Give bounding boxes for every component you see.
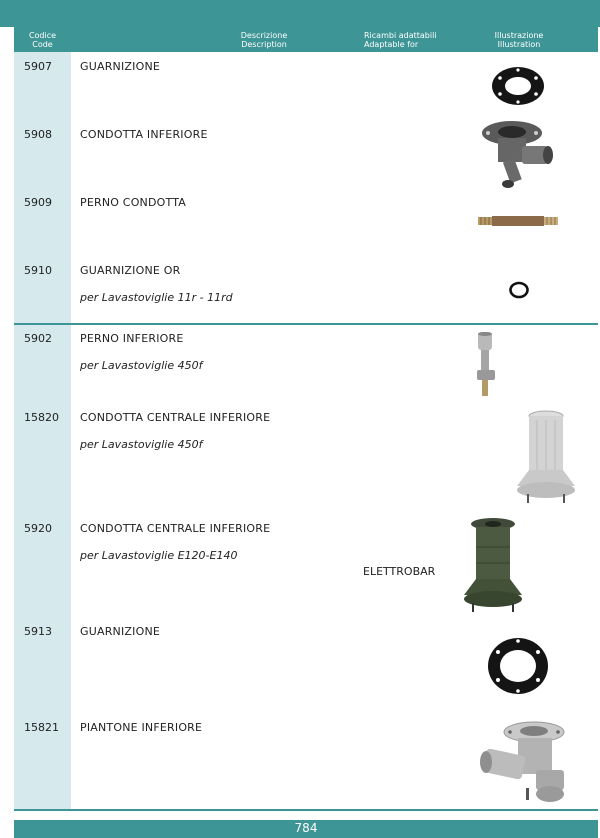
header-code: Codice Code xyxy=(28,31,57,49)
item-title: GUARNIZIONE OR xyxy=(80,264,181,277)
lower-pin-icon xyxy=(472,332,500,398)
item-title: GUARNIZIONE xyxy=(80,625,161,638)
item-code: 5909 xyxy=(24,196,52,209)
item-code: 5908 xyxy=(24,128,52,141)
item-code: 5910 xyxy=(24,264,52,277)
gasket-ring-icon xyxy=(490,65,546,107)
item-title: CONDOTTA INFERIORE xyxy=(80,128,208,141)
item-subtitle: per Lavastoviglie E120-E140 xyxy=(80,549,238,562)
central-duct-gray-icon xyxy=(515,410,577,505)
lower-column-icon xyxy=(478,718,576,806)
item-subtitle: per Lavastoviglie 11r - 11rd xyxy=(80,291,233,304)
page-number: 784 xyxy=(294,821,318,835)
header-description: Descrizione Description xyxy=(240,31,288,49)
item-subtitle: per Lavastoviglie 450f xyxy=(80,359,203,372)
item-title: CONDOTTA CENTRALE INFERIORE xyxy=(80,411,271,424)
item-title: PERNO CONDOTTA xyxy=(80,196,187,209)
item-title: PERNO INFERIORE xyxy=(80,332,184,345)
gasket-ring-icon xyxy=(486,636,550,696)
item-title: GUARNIZIONE xyxy=(80,60,161,73)
o-ring-icon xyxy=(508,280,530,300)
table-bottom-line xyxy=(14,809,598,811)
item-code: 5920 xyxy=(24,522,52,535)
item-adaptable: ELETTROBAR xyxy=(363,565,436,578)
top-bar xyxy=(0,0,600,27)
header-illustration: Illustrazione Illustration xyxy=(494,31,544,49)
item-code: 5907 xyxy=(24,60,52,73)
page-number-bar xyxy=(14,820,598,838)
item-code: 5902 xyxy=(24,332,52,345)
item-title: PIANTONE INFERIORE xyxy=(80,721,203,734)
item-code: 15820 xyxy=(24,411,59,424)
item-code: 5913 xyxy=(24,625,52,638)
central-duct-green-icon xyxy=(462,517,524,613)
code-column-section-2 xyxy=(14,325,71,809)
item-subtitle: per Lavastoviglie 450f xyxy=(80,438,203,451)
table-header xyxy=(14,27,598,52)
lower-duct-icon xyxy=(478,118,554,190)
item-code: 15821 xyxy=(24,721,59,734)
header-adaptable: Ricambi adattabili Adaptable for xyxy=(364,31,437,49)
code-column-section-1 xyxy=(14,52,71,323)
threaded-pin-icon xyxy=(478,214,558,228)
item-title: CONDOTTA CENTRALE INFERIORE xyxy=(80,522,271,535)
section-separator xyxy=(14,323,598,325)
